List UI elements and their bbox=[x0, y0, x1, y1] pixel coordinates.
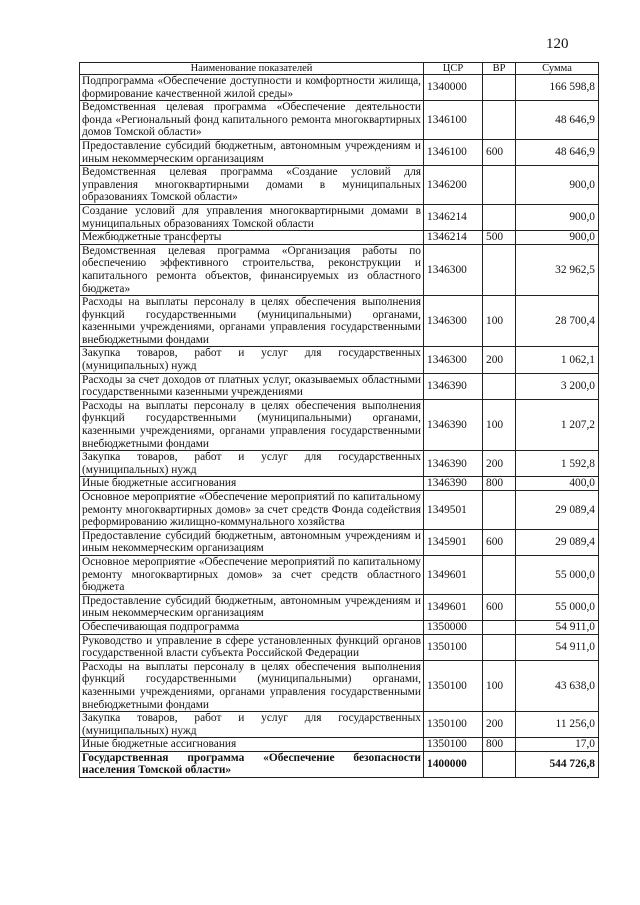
row-name-cell: Руководство и управление в сфере установленных функций органов государственной власти субъекта Российской Федерации bbox=[80, 634, 424, 660]
row-vr-cell: 200 bbox=[483, 712, 516, 738]
table-row bbox=[80, 620, 599, 634]
row-csr-cell: 1350100 bbox=[424, 738, 483, 752]
row-sum-cell: 32 962,5 bbox=[516, 244, 599, 295]
row-name-cell: Предоставление субсидий бюджетным, автономным учреждениям и иным некоммерческим организациям bbox=[80, 139, 424, 165]
row-csr-cell: 1350000 bbox=[424, 620, 483, 634]
row-sum-cell: 29 089,4 bbox=[516, 491, 599, 530]
row-sum-cell: 17,0 bbox=[516, 738, 599, 752]
table-row bbox=[80, 373, 599, 399]
row-sum-cell: 55 000,0 bbox=[516, 555, 599, 594]
header-name: Наименование показателей bbox=[80, 63, 424, 75]
row-csr-cell: 1346390 bbox=[424, 451, 483, 477]
row-vr-cell bbox=[483, 634, 516, 660]
row-vr-cell bbox=[483, 620, 516, 634]
row-name-cell: Основное мероприятие «Обеспечение мероприятий по капитальному ремонту многоквартирных домов» за счет средств областного бюджета bbox=[80, 555, 424, 594]
row-name-cell: Основное мероприятие «Обеспечение мероприятий по капитальному ремонту многоквартирных домов» за счет средств Фонда содействия реформированию жилищно-коммунального хозяйства bbox=[80, 491, 424, 530]
table-row bbox=[80, 660, 599, 711]
row-sum-cell: 400,0 bbox=[516, 477, 599, 491]
row-name-cell: Расходы на выплаты персоналу в целях обеспечения выполнения функций государственными (муниципальными) органами, казенными учреждениями, органами управления государственными внебюджетными фондами bbox=[80, 296, 424, 347]
table-row bbox=[80, 712, 599, 738]
row-name-cell: Расходы на выплаты персоналу в целях обеспечения выполнения функций государственными (муниципальными) органами, казенными учреждениями, органами управления государственными внебюджетными фондами bbox=[80, 660, 424, 711]
row-csr-cell: 1349601 bbox=[424, 555, 483, 594]
row-name-cell: Создание условий для управления многоквартирными домами в муниципальных образованиях Томской области bbox=[80, 204, 424, 230]
row-name-cell: Межбюджетные трансферты bbox=[80, 231, 424, 245]
row-sum-cell: 544 726,8 bbox=[516, 751, 599, 777]
table-row bbox=[80, 477, 599, 491]
row-vr-cell: 600 bbox=[483, 139, 516, 165]
row-vr-cell bbox=[483, 166, 516, 205]
row-csr-cell: 1346390 bbox=[424, 373, 483, 399]
table-row bbox=[80, 231, 599, 245]
row-sum-cell: 48 646,9 bbox=[516, 139, 599, 165]
row-vr-cell: 600 bbox=[483, 594, 516, 620]
row-name-cell: Иные бюджетные ассигнования bbox=[80, 738, 424, 752]
row-name-cell: Иные бюджетные ассигнования bbox=[80, 477, 424, 491]
header-csr: ЦСР bbox=[424, 63, 483, 75]
table-row bbox=[80, 451, 599, 477]
row-vr-cell: 100 bbox=[483, 296, 516, 347]
row-csr-cell: 1350100 bbox=[424, 634, 483, 660]
row-name-cell: Предоставление субсидий бюджетным, автономным учреждениям и иным некоммерческим организациям bbox=[80, 594, 424, 620]
row-csr-cell: 1349601 bbox=[424, 594, 483, 620]
row-csr-cell: 1350100 bbox=[424, 712, 483, 738]
row-vr-cell bbox=[483, 751, 516, 777]
row-vr-cell bbox=[483, 373, 516, 399]
row-vr-cell: 100 bbox=[483, 660, 516, 711]
row-csr-cell: 1346100 bbox=[424, 139, 483, 165]
row-sum-cell: 48 646,9 bbox=[516, 101, 599, 140]
row-csr-cell: 1346390 bbox=[424, 399, 483, 450]
row-vr-cell: 800 bbox=[483, 477, 516, 491]
table-row bbox=[80, 139, 599, 165]
table-row bbox=[80, 738, 599, 752]
row-csr-cell: 1349501 bbox=[424, 491, 483, 530]
row-sum-cell: 29 089,4 bbox=[516, 529, 599, 555]
table-row bbox=[80, 204, 599, 230]
row-sum-cell: 1 062,1 bbox=[516, 347, 599, 373]
row-csr-cell: 1340000 bbox=[424, 75, 483, 101]
row-sum-cell: 900,0 bbox=[516, 204, 599, 230]
row-vr-cell: 500 bbox=[483, 231, 516, 245]
row-csr-cell: 1346390 bbox=[424, 477, 483, 491]
row-vr-cell: 200 bbox=[483, 347, 516, 373]
budget-table bbox=[79, 62, 599, 778]
row-vr-cell: 800 bbox=[483, 738, 516, 752]
table-row bbox=[80, 491, 599, 530]
row-vr-cell: 200 bbox=[483, 451, 516, 477]
row-name-cell: Государственная программа «Обеспечение безопасности населения Томской области» bbox=[80, 751, 424, 777]
row-sum-cell: 1 207,2 bbox=[516, 399, 599, 450]
row-name-cell: Закупка товаров, работ и услуг для государственных (муниципальных) нужд bbox=[80, 451, 424, 477]
table-row bbox=[80, 399, 599, 450]
row-sum-cell: 54 911,0 bbox=[516, 620, 599, 634]
table-body bbox=[80, 75, 599, 778]
row-csr-cell: 1400000 bbox=[424, 751, 483, 777]
row-name-cell: Расходы на выплаты персоналу в целях обеспечения выполнения функций государственными (муниципальными) органами, казенными учреждениями, органами управления государственными внебюджетными фондами bbox=[80, 399, 424, 450]
table-row bbox=[80, 166, 599, 205]
table-row bbox=[80, 244, 599, 295]
row-name-cell: Ведомственная целевая программа «Организация работы по обеспечению эффективного строительства, реконструкции и капитального ремонта объектов, финансируемых из областного бюджета» bbox=[80, 244, 424, 295]
table-row bbox=[80, 75, 599, 101]
row-csr-cell: 1346214 bbox=[424, 204, 483, 230]
table-row bbox=[80, 101, 599, 140]
row-vr-cell: 600 bbox=[483, 529, 516, 555]
row-csr-cell: 1346300 bbox=[424, 244, 483, 295]
row-csr-cell: 1345901 bbox=[424, 529, 483, 555]
row-vr-cell bbox=[483, 75, 516, 101]
row-vr-cell bbox=[483, 101, 516, 140]
row-csr-cell: 1346100 bbox=[424, 101, 483, 140]
row-sum-cell: 3 200,0 bbox=[516, 373, 599, 399]
row-name-cell: Обеспечивающая подпрограмма bbox=[80, 620, 424, 634]
table-row bbox=[80, 296, 599, 347]
row-sum-cell: 11 256,0 bbox=[516, 712, 599, 738]
row-name-cell: Расходы за счет доходов от платных услуг, оказываемых областными государственными казенными учреждениями bbox=[80, 373, 424, 399]
table-row bbox=[80, 634, 599, 660]
row-vr-cell bbox=[483, 244, 516, 295]
row-csr-cell: 1350100 bbox=[424, 660, 483, 711]
row-csr-cell: 1346300 bbox=[424, 347, 483, 373]
row-csr-cell: 1346300 bbox=[424, 296, 483, 347]
row-name-cell: Предоставление субсидий бюджетным, автономным учреждениям и иным некоммерческим организациям bbox=[80, 529, 424, 555]
row-name-cell: Ведомственная целевая программа «Создание условий для управления многоквартирными домами в муниципальных образованиях Томской области» bbox=[80, 166, 424, 205]
table-row bbox=[80, 751, 599, 777]
row-sum-cell: 900,0 bbox=[516, 231, 599, 245]
row-name-cell: Закупка товаров, работ и услуг для государственных (муниципальных) нужд bbox=[80, 712, 424, 738]
row-name-cell: Ведомственная целевая программа «Обеспечение деятельности фонда «Региональный фонд капитального ремонта многоквартирных домов Томской области» bbox=[80, 101, 424, 140]
row-name-cell: Закупка товаров, работ и услуг для государственных (муниципальных) нужд bbox=[80, 347, 424, 373]
table-row bbox=[80, 347, 599, 373]
row-csr-cell: 1346214 bbox=[424, 231, 483, 245]
row-sum-cell: 55 000,0 bbox=[516, 594, 599, 620]
table-header-row bbox=[80, 63, 599, 75]
row-vr-cell bbox=[483, 491, 516, 530]
row-sum-cell: 28 700,4 bbox=[516, 296, 599, 347]
row-vr-cell: 100 bbox=[483, 399, 516, 450]
header-vr: ВР bbox=[483, 63, 516, 75]
table-row bbox=[80, 529, 599, 555]
page-number: 120 bbox=[546, 36, 569, 52]
row-sum-cell: 166 598,8 bbox=[516, 75, 599, 101]
header-sum: Сумма bbox=[516, 63, 599, 75]
table-row bbox=[80, 594, 599, 620]
row-name-cell: Подпрограмма «Обеспечение доступности и комфортности жилища, формирование качественной жилой среды» bbox=[80, 75, 424, 101]
row-sum-cell: 54 911,0 bbox=[516, 634, 599, 660]
row-vr-cell bbox=[483, 555, 516, 594]
row-sum-cell: 1 592,8 bbox=[516, 451, 599, 477]
row-csr-cell: 1346200 bbox=[424, 166, 483, 205]
row-sum-cell: 43 638,0 bbox=[516, 660, 599, 711]
table-row bbox=[80, 555, 599, 594]
row-vr-cell bbox=[483, 204, 516, 230]
row-sum-cell: 900,0 bbox=[516, 166, 599, 205]
